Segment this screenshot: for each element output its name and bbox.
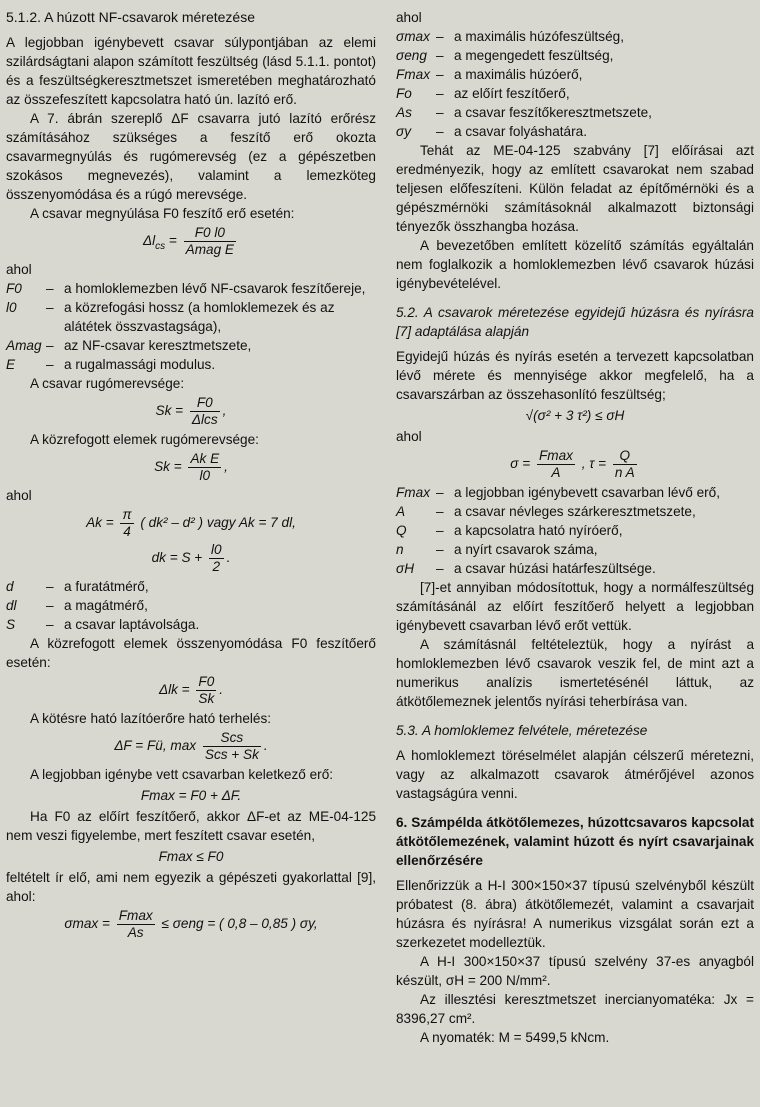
definition-row <box>396 559 754 578</box>
ahol-label: ahol <box>6 488 32 503</box>
definition-text: a maximális húzófeszültség, <box>454 29 624 44</box>
equation-dk <box>6 542 376 575</box>
symbol: Fo <box>396 86 412 101</box>
definition-text: az NF-csavar keresztmetszete, <box>64 338 252 353</box>
equation-part: dk = S + <box>151 550 207 566</box>
fraction <box>196 674 216 707</box>
definition-text: a legjobban igénybevett csavarban lévő erő, <box>454 485 721 500</box>
symbol: n <box>396 542 404 557</box>
fraction-denominator: Scs + Sk <box>204 747 259 762</box>
equation-tail: . <box>226 550 231 566</box>
dash: – <box>46 300 54 315</box>
definition-row <box>6 279 376 298</box>
equation-delta-f <box>6 730 376 763</box>
paragraph: A csavar rugómerevsége: <box>30 376 185 391</box>
equation-fmax: Fmax = F0 + ΔF. <box>140 788 242 803</box>
definition-text: az előírt feszítőerő, <box>454 86 570 101</box>
equation-tail: . <box>263 738 268 754</box>
dash: – <box>436 561 444 576</box>
dash: – <box>46 598 54 613</box>
dash: – <box>46 357 54 372</box>
paragraph: feltételt ír elő, ami nem egyezik a gépészeti gyakorlattal [9], ahol: <box>6 870 376 904</box>
dash: – <box>436 48 444 63</box>
dash: – <box>436 542 444 557</box>
paragraph: A H-I 300×150×37 típusú szelvény 37-es anyagból készült, σH = 200 N/mm². <box>396 954 754 988</box>
fraction <box>117 908 155 941</box>
symbol: σy <box>396 124 411 139</box>
definition-text: a csavar folyáshatára. <box>454 124 587 139</box>
equation-part: σ = <box>510 456 534 472</box>
equation-lhs: σmax = <box>64 916 110 932</box>
definition-list <box>6 577 376 634</box>
section-heading-5-2: 5.2. A csavarok méretezése egyidejű húzásra és nyírásra [7] adaptálása alapján <box>396 305 754 339</box>
definition-text: a csavar laptávolsága. <box>64 617 200 632</box>
definition-row <box>6 298 376 336</box>
paragraph: Egyidejű húzás és nyírás esetén a tervezett kapcsolatban lévő mérete és mennyisége akkor megfelelő, ha a csavarszárban az összehasonlító feszültség; <box>396 349 754 402</box>
definition-row <box>6 355 376 374</box>
equation-lhs: Sk = <box>154 459 182 475</box>
definition-list <box>396 27 754 141</box>
definition-row <box>396 502 754 521</box>
fraction-denominator: Δlcs <box>191 412 218 427</box>
paragraph: A közrefogott elemek összenyomódása F0 feszítőerő esetén: <box>6 636 376 670</box>
dash: – <box>436 105 444 120</box>
equation-compression <box>6 674 376 707</box>
definition-row <box>6 615 376 634</box>
equation-lhs: Δl <box>143 233 156 249</box>
paragraph: A csavar megnyúlása F0 feszítő erő esetén: <box>30 206 295 221</box>
equation-elongation: $\Delta l_{cs}$ = $\frac{F0 l0}{\text{Amag E}}$ <box>143 225 234 257</box>
definition-row <box>396 103 754 122</box>
fraction <box>537 448 575 481</box>
definition-text: a maximális húzóerő, <box>454 67 583 82</box>
symbol: Fmax <box>396 67 430 82</box>
definition-row <box>396 521 754 540</box>
dash: – <box>436 523 444 538</box>
paragraph: Az illesztési keresztmetszet inercianyomatéka: Jx = 8396,27 cm². <box>396 992 754 1026</box>
fraction-numerator: Scs <box>203 730 261 747</box>
fraction <box>120 507 133 540</box>
paragraph: Ellenőrizzük a H-I 300×150×37 típusú szelvényből készült próbatest (8. ábra) átkötőlemezét, valamint a csavarjait húzásra és nyírásra! A numerikus vizsgálat során ezt a szerkezetet modelleztük. <box>396 878 754 950</box>
equation-part: , τ = <box>581 456 610 472</box>
equation-part: ( dk² – d² ) vagy Ak = 7 dl, <box>140 515 296 531</box>
fraction <box>184 225 236 258</box>
ahol-label: ahol <box>396 429 422 444</box>
paragraph: A legjobban igénybevett csavar súlypontjában az elemi szilárdságtani alapon számított feszültség (lásd 5.1.1. pontot) és a feszültségkeresztmetszet ismeretében meghatározható az összefeszített kapcsolatra ható ún. lazító erő. <box>6 35 376 107</box>
symbol: F0 <box>6 281 22 296</box>
symbol: S <box>6 617 16 632</box>
definition-row <box>396 65 754 84</box>
right-column <box>396 8 754 1047</box>
section-heading-6: 6. Számpélda átkötőlemezes, húzottcsavaros kapcsolat átkötőlemezének, valamint húzott és nyírt csavarjainak ellenőrzésére <box>396 815 754 868</box>
definition-text: a közrefogási hossz (a homloklemezek és az alátétek összvastagsága), <box>64 300 335 334</box>
paragraph: A bevezetőben említett közelítő számítás egyáltalán nem foglalkozik a homloklemezben lévő csavarok húzási igénybevételével. <box>396 238 754 291</box>
equation-lhs-sub: cs <box>155 240 166 252</box>
equation-tail: , <box>222 403 227 419</box>
definition-list <box>6 279 376 374</box>
fraction-numerator: F0 l0 <box>184 225 236 242</box>
equation-sigma-tau <box>396 448 754 481</box>
fraction <box>188 451 221 484</box>
symbol: l0 <box>6 300 17 315</box>
definition-row <box>396 483 754 502</box>
paragraph: A számításnál feltételeztük, hogy a nyírást a homloklemezben lévő csavarok veszik fel, de mint azt a numerikus analízis ismertetésénél láttuk, az átkötőlemeznek jelentős nyírási teherbírása van. <box>396 637 754 709</box>
fraction <box>203 730 261 763</box>
definition-row <box>6 336 376 355</box>
section-heading-5-1-2: 5.1.2. A húzott NF-csavarok méretezése <box>6 9 256 25</box>
fraction-numerator: l0 <box>211 542 222 557</box>
definition-text: a furatátmérő, <box>64 579 149 594</box>
fraction-denominator: l0 <box>199 468 211 483</box>
dash: – <box>46 338 54 353</box>
paragraph: A legjobban igénybe vett csavarban keletkező erő: <box>30 767 334 782</box>
definition-row <box>396 27 754 46</box>
definition-row <box>396 122 754 141</box>
fraction-numerator: Fmax <box>118 908 153 923</box>
definition-row <box>396 84 754 103</box>
equation-part: Ak = <box>86 515 118 531</box>
fraction-numerator: F0 <box>190 395 220 412</box>
paragraph: A nyomaték: M = 5499,5 kNcm. <box>420 1030 610 1045</box>
fraction <box>190 395 220 428</box>
fraction <box>209 542 224 575</box>
symbol: σH <box>396 561 415 576</box>
symbol: σmax <box>396 29 430 44</box>
definition-text: a csavar húzási határfeszültsége. <box>454 561 656 576</box>
fraction-denominator: Sk <box>198 691 215 706</box>
fraction-numerator: F0 <box>198 674 215 689</box>
equation-condition: Fmax ≤ F0 <box>158 849 224 864</box>
paragraph: [7]-et annyiban módosítottuk, hogy a normálfeszültség számításánál az előírt feszítőerő helyett a legjobban igénybevett csavarban lévő erőt vettük. <box>396 580 754 633</box>
equation-tail: . <box>219 682 224 698</box>
equation-lhs: Sk = <box>155 403 184 419</box>
paragraph: Ha F0 az előírt feszítőerő, akkor ΔF-et az ME-04-125 nem veszi figyelembe, mert feszített csavar esetén, <box>6 809 376 843</box>
dash: – <box>46 281 54 296</box>
paragraph: A közrefogott elemek rugómerevsége: <box>30 432 259 447</box>
dash: – <box>46 617 54 632</box>
symbol: As <box>396 105 412 120</box>
section-heading-5-3: 5.3. A homloklemez felvétele, méretezése <box>396 723 648 738</box>
equation-area <box>6 507 376 540</box>
symbol: Fmax <box>396 485 430 500</box>
fraction-numerator: π <box>122 507 132 522</box>
ahol-label: ahol <box>6 262 32 277</box>
equation-lhs: Δlk = <box>158 682 190 698</box>
symbol: d <box>6 579 14 594</box>
equation-comparison-stress: √(σ² + 3 τ²) ≤ σH <box>525 408 625 423</box>
dash: – <box>436 504 444 519</box>
paragraph: A homloklemezt töréselmélet alapján célszerű méretezni, vagy az alkalmazott csavarok átmérőjével azonos vastagságúra venni. <box>396 748 754 801</box>
paragraph: A 7. ábrán szereplő ΔF csavarra jutó lazító erőrész számításához szükséges a feszítő erő okozta csavarmegnyúlás és rugómerevség (ez a gépészetben szokásos megnevezés), valamint a lemezköteg összenyomódása és a rúgó merevsége. <box>6 111 376 202</box>
dash: – <box>46 579 54 594</box>
fraction-numerator: Ak E <box>190 451 220 466</box>
definition-row <box>6 596 376 615</box>
fraction-denominator: 2 <box>212 559 221 574</box>
dash: – <box>436 29 444 44</box>
equation-sigma-max <box>6 908 376 941</box>
fraction-numerator: Q <box>613 448 637 465</box>
equation-tail: , <box>224 459 228 475</box>
symbol: σeng <box>396 48 427 63</box>
definition-text: a csavar feszítőkeresztmetszete, <box>454 105 652 120</box>
symbol: dl <box>6 598 17 613</box>
equation-tail: ≤ σeng = ( 0,8 – 0,85 ) σy, <box>161 916 318 932</box>
definition-text: a csavar névleges szárkeresztmetszete, <box>454 504 696 519</box>
paragraph: Tehát az ME-04-125 szabvány [7] előírásai azt eredményezik, hogy az említett csavarokat nem szabad teljesen előfeszíteni. Külön feladat az építőmérnöki és a gépészmérnöki számításoknál alkalmazott biztonsági tényezők összhangba hozása. <box>396 143 754 234</box>
symbol: Amag <box>6 338 42 353</box>
dash: – <box>436 67 444 82</box>
fraction-denominator: 4 <box>123 524 131 539</box>
definition-text: a homloklemezben lévő NF-csavarok feszítőereje, <box>64 281 366 296</box>
definition-text: a nyírt csavarok száma, <box>454 542 598 557</box>
fraction-denominator: A <box>551 465 561 480</box>
symbol: Q <box>396 523 407 538</box>
symbol: A <box>396 504 406 519</box>
equation-lhs: ΔF = Fü, max <box>114 738 197 754</box>
definition-text: a megengedett feszültség, <box>454 48 614 63</box>
ahol-label: ahol <box>396 10 422 25</box>
fraction-denominator: As <box>127 925 144 940</box>
equation-bolt-stiffness <box>6 395 376 428</box>
equation-plate-stiffness <box>6 451 376 484</box>
dash: – <box>436 86 444 101</box>
dash: – <box>436 124 444 139</box>
definition-text: a rugalmassági modulus. <box>64 357 216 372</box>
fraction-denominator: Amag E <box>185 242 234 257</box>
definition-text: a magátmérő, <box>64 598 148 613</box>
definition-list <box>396 483 754 578</box>
definition-row <box>6 577 376 596</box>
definition-text: a kapcsolatra ható nyíróerő, <box>454 523 623 538</box>
paragraph: A kötésre ható lazítóerőre ható terhelés: <box>30 711 272 726</box>
symbol: E <box>6 357 16 372</box>
left-column <box>6 8 376 943</box>
definition-row <box>396 46 754 65</box>
definition-row <box>396 540 754 559</box>
fraction <box>613 448 637 481</box>
fraction-numerator: Fmax <box>538 448 573 463</box>
fraction-denominator: n A <box>614 465 635 480</box>
dash: – <box>436 485 444 500</box>
